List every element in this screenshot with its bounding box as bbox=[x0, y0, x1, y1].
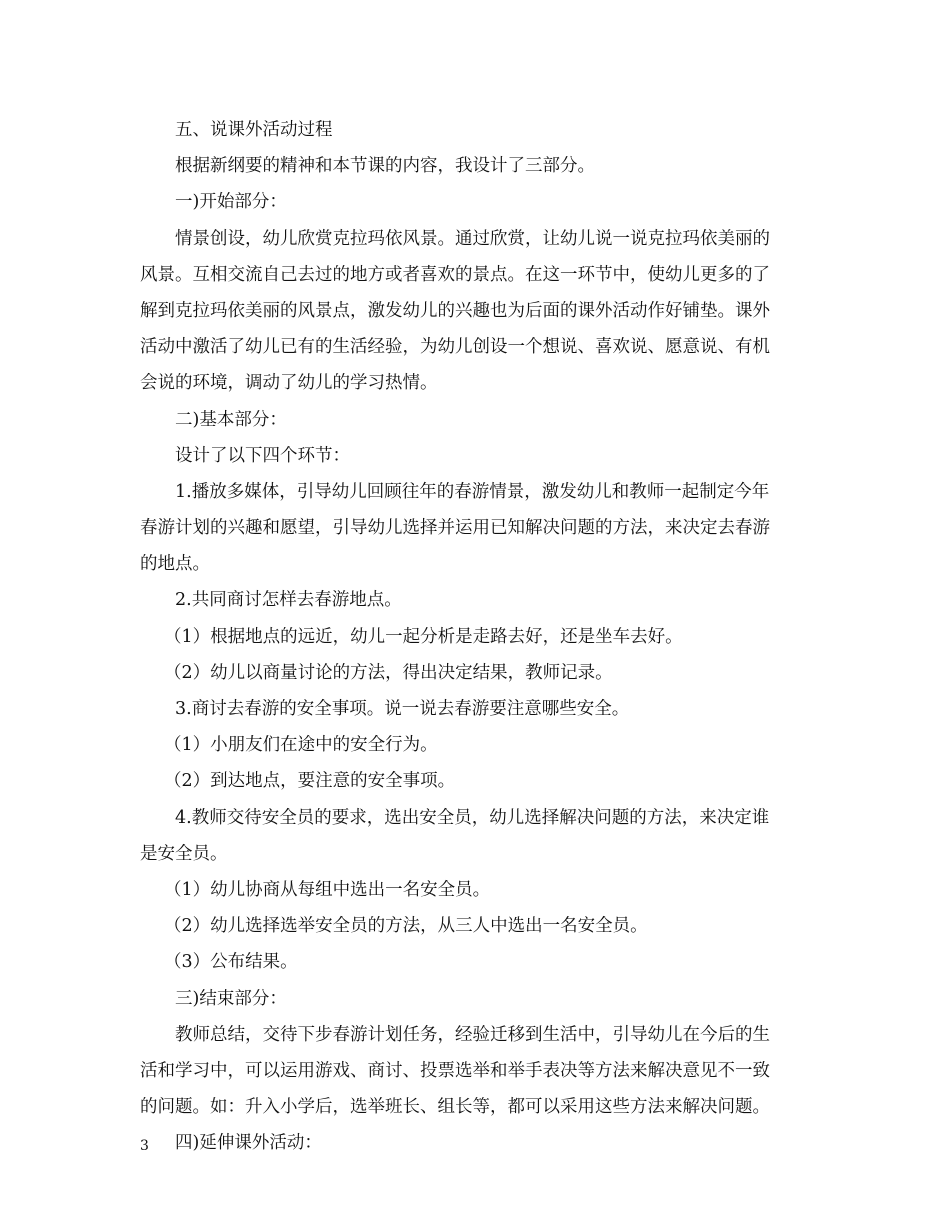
subsection-heading: 一)开始部分： bbox=[175, 192, 287, 213]
paragraph-line: 根据新纲要的精神和本节课的内容，我设计了三部分。 bbox=[175, 156, 595, 177]
sub-list-item: （1）小朋友们在途中的安全行为。 bbox=[164, 735, 438, 756]
sub-list-item: （1）幼儿协商从每组中选出一名安全员。 bbox=[164, 879, 491, 900]
paragraph-line: 解到克拉玛依美丽的风景点，激发幼儿的兴趣也为后面的课外活动作好铺垫。课外 bbox=[140, 300, 770, 321]
sub-list-item: （2）幼儿以商量讨论的方法，得出决定结果，教师记录。 bbox=[164, 662, 613, 683]
paragraph-line: 教师总结，交待下步春游计划任务，经验迁移到生活中，引导幼儿在今后的生 bbox=[175, 1024, 770, 1045]
section-heading: 五、说课外活动过程 bbox=[175, 120, 333, 140]
sub-list-item: （2）幼儿选择选举安全员的方法，从三人中选出一名安全员。 bbox=[164, 916, 648, 937]
list-item: 4.教师交待安全员的要求，选出安全员，幼儿选择解决问题的方法，来决定谁 bbox=[175, 807, 770, 828]
list-item: 1.播放多媒体，引导幼儿回顾往年的春游情景，激发幼儿和教师一起制定今年 bbox=[175, 481, 770, 502]
document-body bbox=[140, 112, 812, 1161]
paragraph-line: 设计了以下四个环节： bbox=[175, 445, 350, 466]
sub-list-item: （3）公布结果。 bbox=[164, 952, 298, 973]
page-number: 3 bbox=[140, 1138, 149, 1154]
sub-list-item: （2）到达地点，要注意的安全事项。 bbox=[164, 771, 456, 792]
list-item: 2.共同商讨怎样去春游地点。 bbox=[175, 590, 402, 611]
paragraph-line: 的地点。 bbox=[140, 554, 210, 575]
paragraph-line: 活动中激活了幼儿已有的生活经验，为幼儿创设一个想说、喜欢说、愿意说、有机 bbox=[140, 337, 770, 358]
sub-list-item: （1）根据地点的远近，幼儿一起分析是走路去好，还是坐车去好。 bbox=[164, 626, 683, 647]
paragraph-line: 春游计划的兴趣和愿望，引导幼儿选择并运用已知解决问题的方法，来决定去春游 bbox=[140, 518, 770, 539]
paragraph-line: 活和学习中，可以运用游戏、商讨、投票选举和举手表决等方法来解决意见不一致 bbox=[140, 1060, 770, 1081]
paragraph-line: 会说的环境，调动了幼儿的学习热情。 bbox=[140, 373, 438, 394]
paragraph-line: 是安全员。 bbox=[140, 843, 228, 864]
list-item: 3.商讨去春游的安全事项。说一说去春游要注意哪些安全。 bbox=[175, 699, 630, 719]
subsection-heading: 二)基本部分： bbox=[175, 409, 287, 430]
subsection-heading: 三)结束部分： bbox=[175, 988, 287, 1009]
subsection-heading: 四)延伸课外活动： bbox=[175, 1133, 322, 1154]
paragraph-line: 风景。互相交流自己去过的地方或者喜欢的景点。在这一环节中，使幼儿更多的了 bbox=[140, 264, 770, 285]
paragraph-line: 的问题。如：升入小学后，选举班长、组长等，都可以采用这些方法来解决问题。 bbox=[140, 1097, 770, 1118]
paragraph-line: 情景创设，幼儿欣赏克拉玛依风景。通过欣赏，让幼儿说一说克拉玛依美丽的 bbox=[175, 228, 770, 249]
